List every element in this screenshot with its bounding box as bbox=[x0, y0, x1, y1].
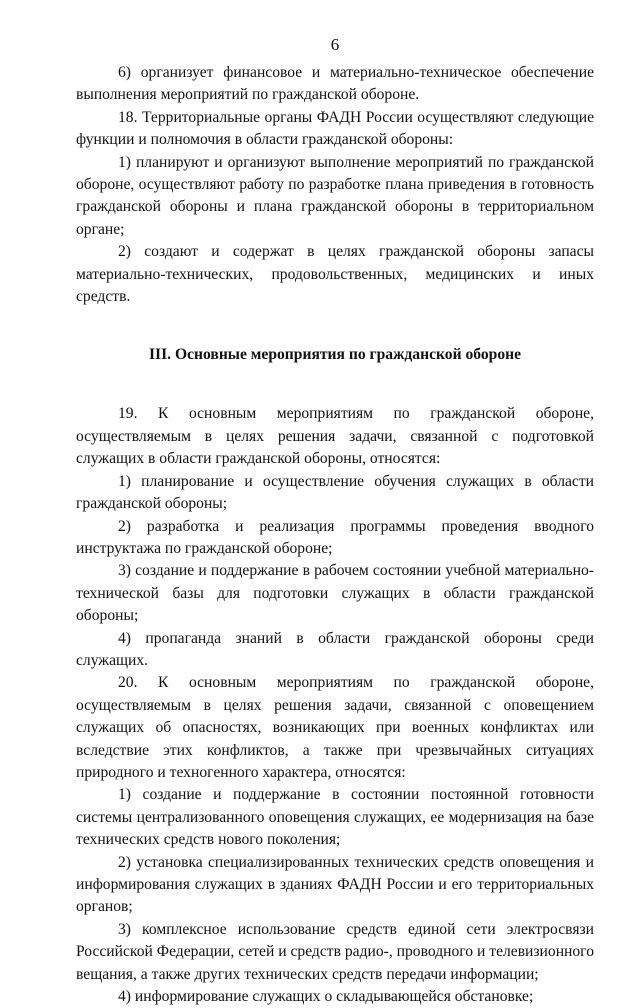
paragraph-item-2: 2) создают и содержат в целях гражданской обороны запасы материально-технических, продовольственных, медицинских и иных средств. bbox=[76, 243, 594, 306]
section-heading: III. Основные мероприятия по гражданской обороне bbox=[148, 346, 522, 364]
paragraph-clause-20-item-2: 2) установка специализированных технических средств оповещения и информирования служащих в зданиях ФАДН России и его территориальных органов; bbox=[76, 853, 594, 916]
page-number: 6 bbox=[330, 35, 340, 54]
paragraph-clause-19-item-4: 4) пропаганда знаний в области гражданской обороны среди служащих. bbox=[76, 629, 594, 669]
paragraph-clause-19-item-3: 3) создание и поддержание в рабочем состоянии учебной материально-технической базы для подготовки служащих в области гражданской обороны; bbox=[76, 562, 594, 625]
paragraph-clause-20-item-3: 3) комплексное использование средств единой сети электросвязи Российской Федерации, сетей и средств радио-, проводного и телевизионного вещания, а также других технических средств передачи информации; bbox=[76, 920, 594, 983]
paragraph-clause-20-item-1: 1) создание и поддержание в состоянии постоянной готовности системы централизованного оповещения служащих, ее модернизация на базе технических средств нового поколения; bbox=[76, 786, 594, 849]
paragraph-clause-20: 20. К основным мероприятиям по гражданской обороне, осуществляемым в целях решения задачи, связанной с оповещением служащих об опасностях, возникающих при военных конфликтах или вследствие этих конфликтов, а также при чрезвычайных ситуациях природного и техногенного характера, относятся: bbox=[76, 674, 594, 781]
paragraph-clause-19-item-2: 2) разработка и реализация программы проведения вводного инструктажа по гражданской обороне; bbox=[76, 517, 594, 557]
paragraph-clause-19: 19. К основным мероприятиям по гражданской обороне, осуществляемым в целях решения задачи, связанной с подготовкой служащих в области гражданской обороны, относятся: bbox=[76, 405, 594, 468]
paragraph-item-1: 1) планируют и организуют выполнение мероприятий по гражданской обороне, осуществляют работу по разработке плана приведения в готовность гражданской обороны и плана гражданской обороны в территориальном органе; bbox=[76, 153, 594, 238]
paragraph-clause-20-item-4: 4) информирование служащих о складывающейся обстановке; bbox=[118, 988, 534, 1006]
paragraph-clause-18: 18. Территориальные органы ФАДН России осуществляют следующие функции и полномочия в области гражданской обороны: bbox=[76, 108, 594, 149]
paragraph-clause-19-item-1: 1) планирование и осуществление обучения служащих в области гражданской обороны; bbox=[76, 472, 594, 513]
paragraph-item-6: 6) организует финансовое и материально-техническое обеспечение выполнения мероприятий по гражданской обороне. bbox=[76, 64, 594, 104]
